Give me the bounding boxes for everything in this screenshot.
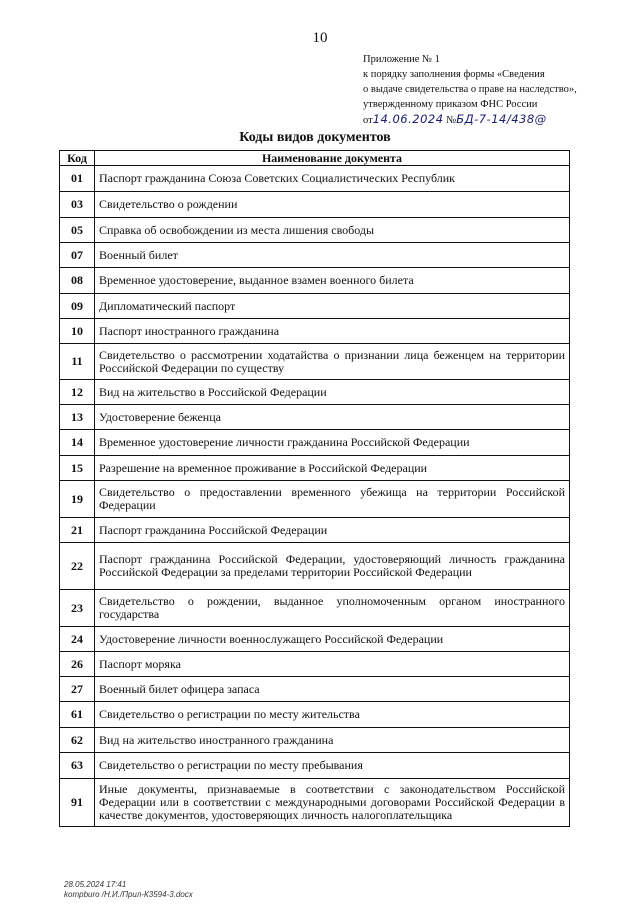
table-row [60,779,570,827]
row-code: 01 [60,166,95,192]
footer-timestamp: 28.05.2024 17:41 [64,880,127,889]
table-row [60,590,570,627]
row-code: 19 [60,481,95,518]
row-code: 14 [60,430,95,456]
row-code: 62 [60,728,95,753]
table-row [60,319,570,344]
appendix-block [363,52,635,128]
table-row [60,166,570,192]
row-document-name: Паспорт моряка [95,652,570,677]
table-row [60,543,570,590]
appendix-line-3: о выдаче свидетельства о праве на наследство», [363,84,577,95]
row-document-name: Свидетельство о регистрации по месту пребывания [95,753,570,779]
table-row [60,652,570,677]
table-row [60,344,570,380]
row-code: 22 [60,543,95,590]
row-code: 07 [60,243,95,268]
row-code: 91 [60,779,95,827]
row-document-name: Свидетельство о рассмотрении ходатайства о признании лица беженцем на территории Российской Федерации по существу [95,344,570,380]
row-code: 03 [60,192,95,218]
row-document-name: Военный билет офицера запаса [95,677,570,702]
document-title: Коды видов документов [239,130,391,145]
handwritten-date: 14.06.2024 [372,112,444,126]
footer-filepath: kompburo /Н.И./Прил-К3594-3.docx [64,890,193,899]
header-document-name: Наименование документа [95,151,570,166]
row-document-name: Паспорт гражданина Российской Федерации [95,518,570,543]
row-document-name: Свидетельство о рождении [95,192,570,218]
table-row [60,753,570,779]
table-row [60,380,570,405]
row-code: 11 [60,344,95,380]
table-row [60,677,570,702]
table-header-row [60,151,570,166]
row-document-name: Временное удостоверение личности гражданина Российской Федерации [95,430,570,456]
appendix-line-2: к порядку заполнения формы «Сведения [363,69,545,80]
table-row [60,430,570,456]
row-document-name: Удостоверение личности военнослужащего Российской Федерации [95,627,570,652]
row-document-name: Справка об освобождении из места лишения свободы [95,218,570,243]
row-document-name: Удостоверение беженца [95,405,570,430]
row-code: 26 [60,652,95,677]
header-code: Код [60,151,95,166]
table-row [60,243,570,268]
table-row [60,456,570,481]
row-document-name: Свидетельство о рождении, выданное уполномоченным органом иностранного государства [95,590,570,627]
row-code: 05 [60,218,95,243]
document-codes-table [59,150,570,827]
table-row [60,518,570,543]
appendix-line-5 [363,112,635,128]
table-row [60,294,570,319]
row-code: 24 [60,627,95,652]
row-document-name: Временное удостоверение, выданное взамен военного билета [95,268,570,294]
footer [64,880,193,900]
row-document-name: Паспорт гражданина Российской Федерации, удостоверяющий личность гражданина Российской Федерации за пределами территории Российской Федерации [95,543,570,590]
row-document-name: Вид на жительство иностранного гражданина [95,728,570,753]
page-number: 10 [312,30,328,46]
row-code: 12 [60,380,95,405]
row-code: 21 [60,518,95,543]
appendix-line-4: утвержденному приказом ФНС России [363,99,538,110]
row-document-name: Свидетельство о предоставлении временного убежища на территории Российской Федерации [95,481,570,518]
row-document-name: Иные документы, признаваемые в соответствии с законодательством Российской Федерации или в соответствии с международными договорами Российской Федерации в качестве документов, удостоверяющих личность налогоплательщика [95,779,570,827]
row-code: 61 [60,702,95,728]
table-row [60,268,570,294]
handwritten-order-number: БД-7-14/438@ [456,112,547,126]
appendix-number-prefix: № [446,115,457,126]
row-document-name: Вид на жительство в Российской Федерации [95,380,570,405]
table-row [60,481,570,518]
appendix-date-prefix: от [363,115,373,126]
row-code: 10 [60,319,95,344]
row-code: 08 [60,268,95,294]
row-code: 13 [60,405,95,430]
table-row [60,192,570,218]
appendix-line-1: Приложение № 1 [363,54,440,65]
table-row [60,702,570,728]
row-document-name: Паспорт иностранного гражданина [95,319,570,344]
row-code: 63 [60,753,95,779]
table-row [60,405,570,430]
row-code: 15 [60,456,95,481]
row-code: 27 [60,677,95,702]
row-document-name: Разрешение на временное проживание в Российской Федерации [95,456,570,481]
row-document-name: Военный билет [95,243,570,268]
table-row [60,218,570,243]
row-code: 23 [60,590,95,627]
row-document-name: Дипломатический паспорт [95,294,570,319]
table-row [60,728,570,753]
row-document-name: Паспорт гражданина Союза Советских Социалистических Республик [95,166,570,192]
row-code: 09 [60,294,95,319]
table-row [60,627,570,652]
row-document-name: Свидетельство о регистрации по месту жительства [95,702,570,728]
